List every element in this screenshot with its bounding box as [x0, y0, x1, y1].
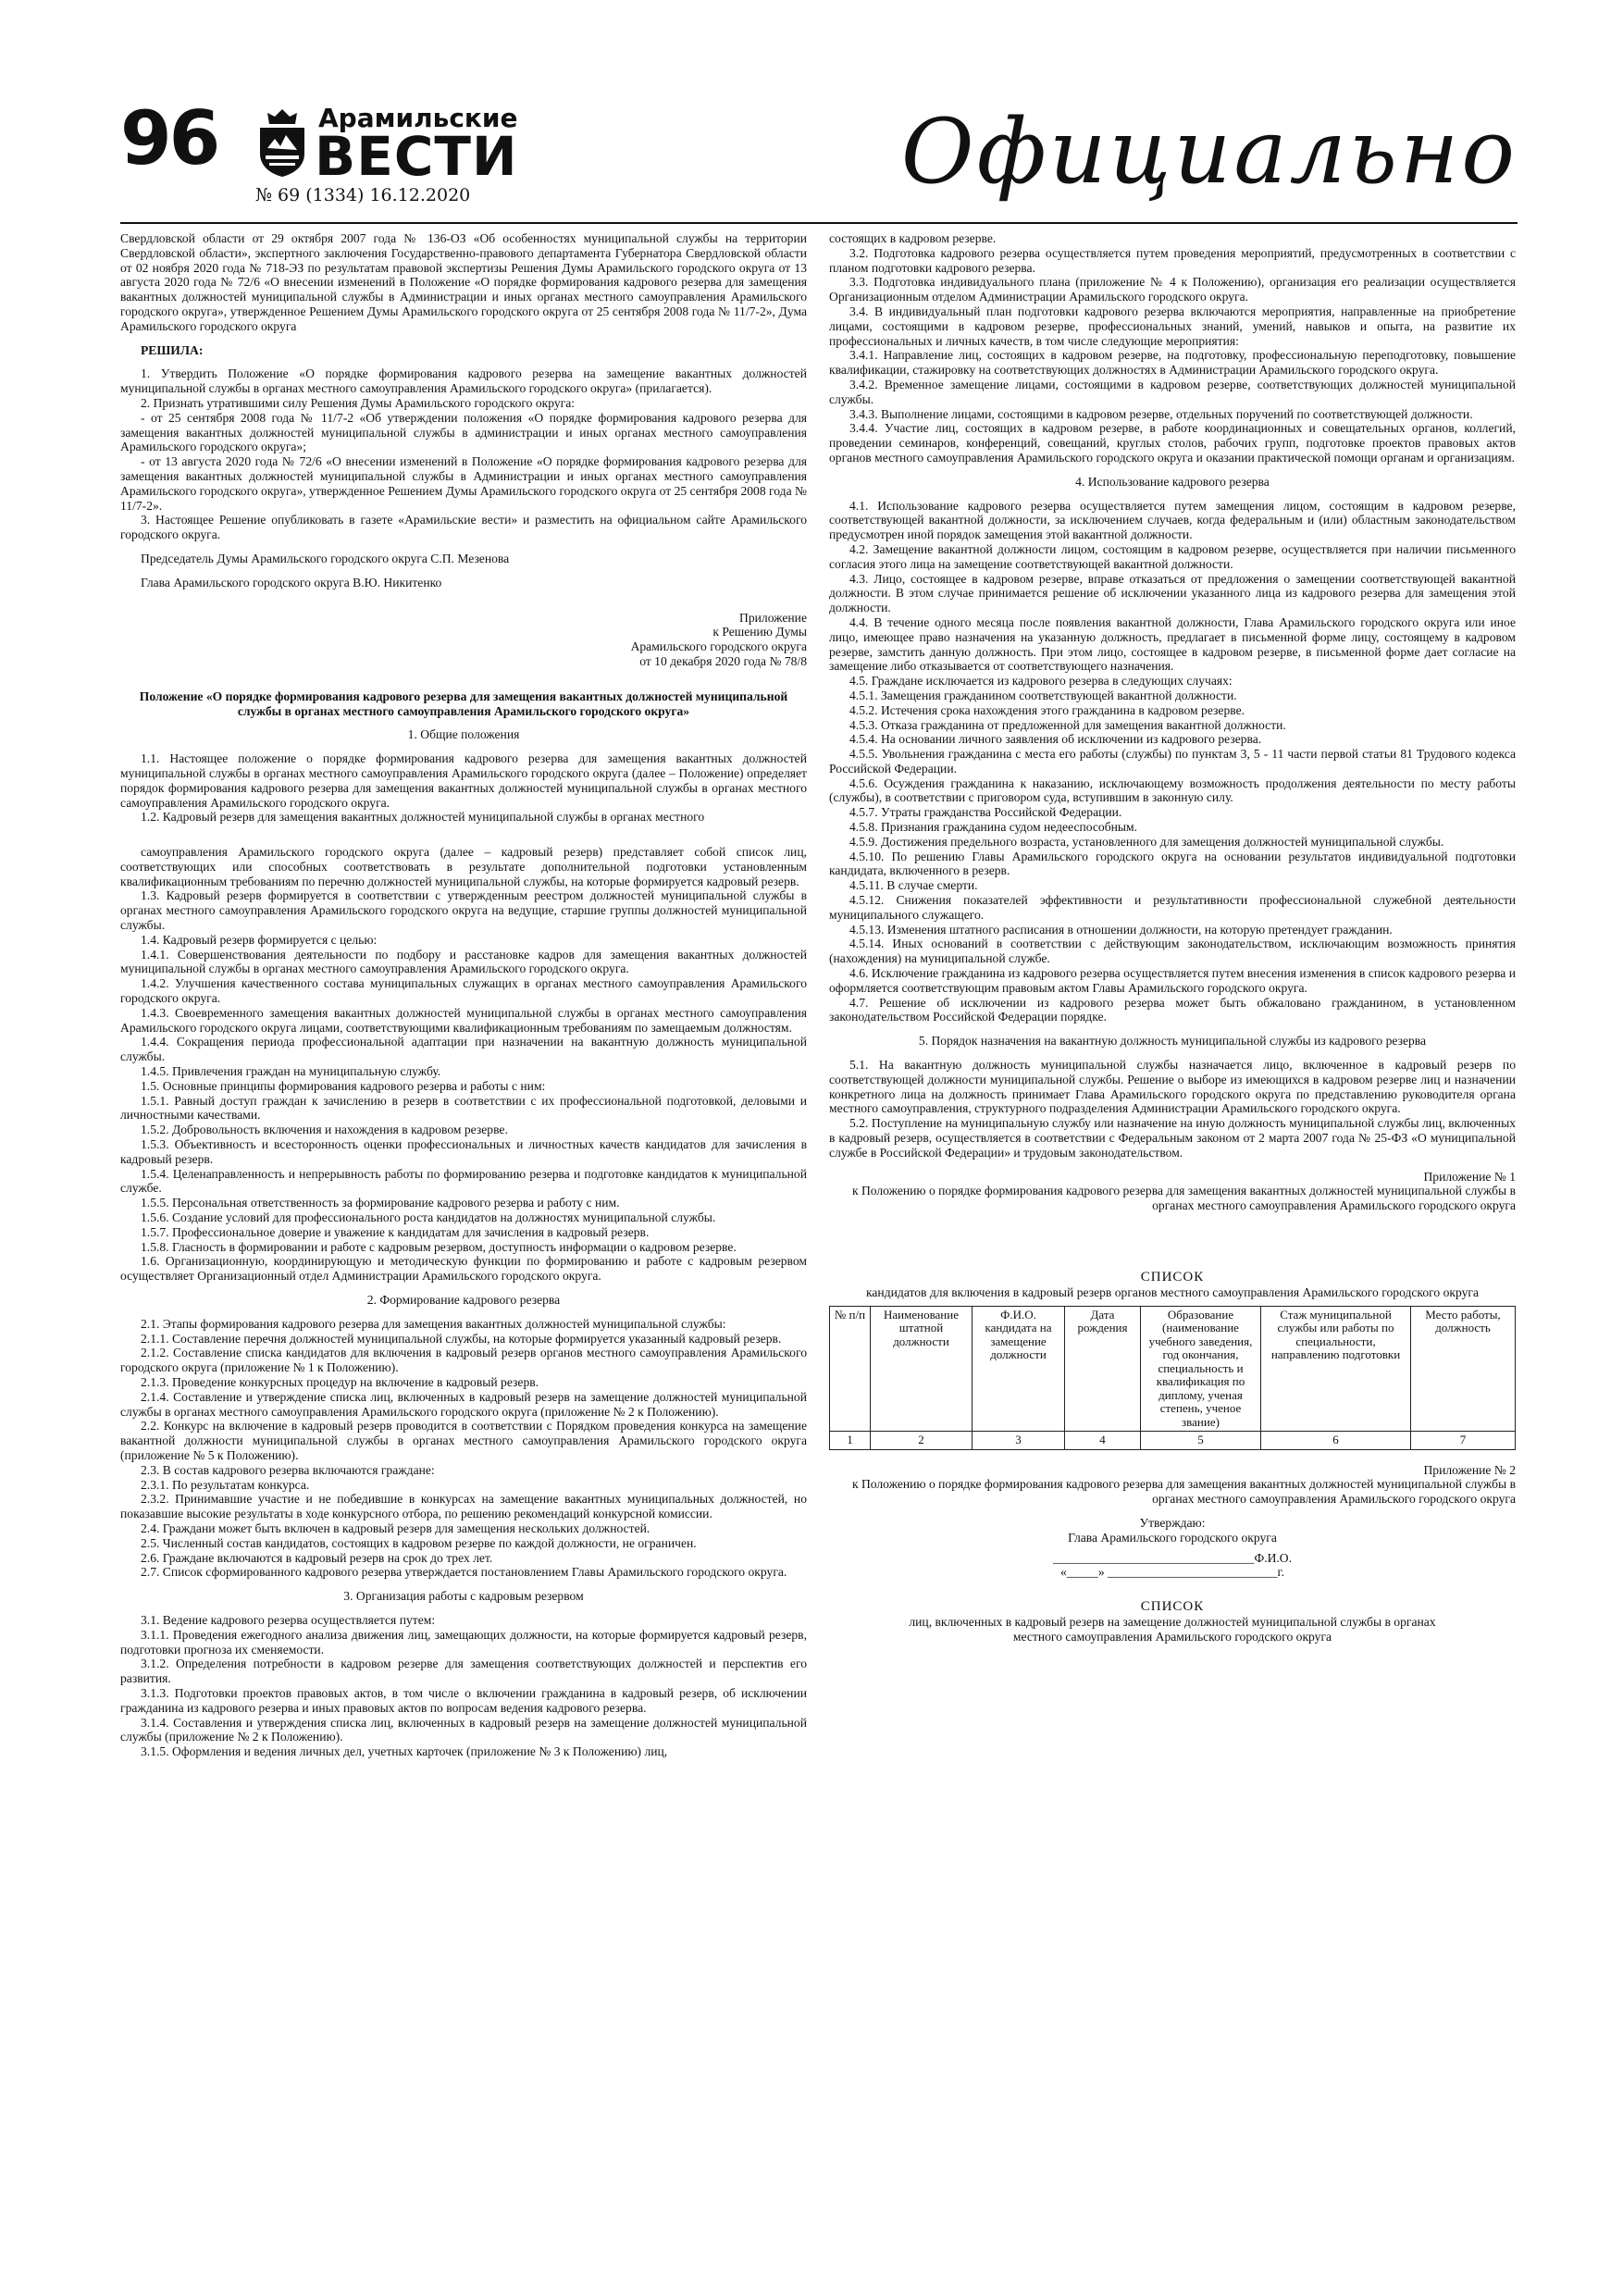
left-paragraph: 1.4. Кадровый резерв формируется с целью: — [141, 932, 378, 947]
right-paragraph: Приложение № 1 — [1423, 1169, 1516, 1184]
table-header-cell: Место работы, должность — [1411, 1306, 1516, 1432]
table-number-cell: 7 — [1411, 1432, 1516, 1450]
left-paragraph: Глава Арамильского городского округа В.Ю. Никитенко — [141, 575, 442, 590]
right-paragraph: к Положению о порядке формирования кадрового резерва для замещения вакантных должностей муниципальной службы в органах местного самоуправления Арамильского городского округа — [851, 1184, 1516, 1213]
left-paragraph: 2.2. Конкурс на включение в кадровый резерв проводится в соответствии с Порядком проведения конкурса на замещение вакантной должности муниципальной службы в органах местного самоуправления Арамильского городского округа (приложение № 5 к Положению). — [120, 1419, 807, 1462]
table-header-cell: Образование (наименование учебного заведения, год окончания, специальность и квалификация по диплому, ученая степень, ученое звание) — [1141, 1306, 1261, 1432]
left-paragraph: 2.1.4. Составление и утверждение списка лиц, включенных в кадровый резерв на замещение должностей муниципальной службы в органах местного самоуправления Арамильского городского округа (приложение № 2 к Положению). — [120, 1389, 807, 1419]
right-column — [829, 231, 1516, 1644]
right-paragraph: 4.6. Исключение гражданина из кадрового резерва осуществляется путем внесения изменения в список кадрового резерва и оформляется соответствующим правовым актом Главы Арамильского городского округа. — [829, 966, 1516, 995]
right-paragraph: 4.5.8. Признания гражданина судом недееспособным. — [849, 820, 1138, 835]
left-paragraph: 2.7. Список сформированного кадрового резерва утверждается постановлением Главы Арамильского городского округа. — [141, 1565, 787, 1580]
left-paragraph: 3. Организация работы с кадровым резервом — [343, 1589, 584, 1604]
table-header-cell: № п/п — [830, 1306, 871, 1432]
left-paragraph: 3.1.5. Оформления и ведения личных дел, учетных карточек (приложение № 3 к Положению) лиц, — [141, 1744, 668, 1759]
left-paragraph: Арамильского городского округа — [630, 639, 807, 654]
table-header-cell: Ф.И.О. кандидата на замещение должности — [973, 1306, 1065, 1432]
left-paragraph: 1. Общие положения — [407, 727, 520, 742]
left-column — [120, 231, 807, 1759]
right-paragraph: 3.4.3. Выполнение лицами, состоящими в кадровом резерве, отдельных поручений по соответствующей должности. — [849, 406, 1473, 421]
left-paragraph: 1.4.4. Сокращения периода профессиональной адаптации при назначении на вакантную должность муниципальной службы. — [120, 1035, 807, 1064]
right-paragraph: 5. Порядок назначения на вакантную должность муниципальной службы из кадрового резерва — [918, 1034, 1427, 1049]
left-paragraph: 1.5.5. Персональная ответственность за формирование кадрового резерва и работу с ним. — [141, 1196, 620, 1210]
left-paragraph: самоуправления Арамильского городского округа (далее – кадровый резерв) представляет собой список лиц, соответствующих или способных соответствовать в результате дополнительной подготовки установленным квалификационным требованиям по перечню должностей муниципальной службы, на которые формируется кадровый резерв. — [120, 845, 807, 888]
left-paragraph: 2. Формирование кадрового резерва — [366, 1293, 561, 1307]
right-paragraph: 4.5.3. Отказа гражданина от предложенной для замещения вакантной должности. — [849, 717, 1286, 732]
right-paragraph: 3.3. Подготовка индивидуального плана (приложение № 4 к Положению), организация его реализации осуществляется Организационным отделом Администрации Арамильского городского округа. — [829, 275, 1516, 304]
right-paragraph: 4.3. Лицо, состоящее в кадровом резерве, вправе отказаться от предложения о замещении соответствующей вакантной должности. В этом случае принимается решение об исключении указанного лица из кадрового резерва для замещения этой должности. — [829, 571, 1516, 615]
left-paragraph: 3.1.2. Определения потребности в кадровом резерве для замещения соответствующих должностей и перспектив его развития. — [120, 1657, 807, 1686]
left-paragraph: 3.1. Ведение кадрового резерва осуществляется путем: — [141, 1612, 436, 1627]
table-header-cell: Наименование штатной должности — [871, 1306, 973, 1432]
left-paragraph: Свердловской области от 29 октября 2007 года № 136-ОЗ «Об особенностях муниципальной службы на территории Свердловской области», экспертного заключения Государственно-правового департамента Губернатора Свердловской области от 02 ноября 2020 года № 718-ЭЗ по результатам правовой экспертизы Решения Думы Арамильского городского округа от 13 августа 2020 года № 72/6 «О внесении изменений в Положение «О порядке формирования кадрового резерва для замещения вакантных должностей муниципальной службы в Администрации и иных органах местного самоуправления Арамильского городского округа», утвержденное Решением Думы Арамильского городского округа от 25 сентября 2008 года № 11/7-2», Дума Арамильского городского округа — [120, 231, 807, 333]
left-paragraph: 1.5. Основные принципы формирования кадрового резерва и работы с ним: — [141, 1078, 546, 1093]
list2-title: СПИСОК — [1140, 1599, 1205, 1615]
right-paragraph: 4.5. Граждане исключается из кадрового резерва в следующих случаях: — [849, 674, 1233, 689]
left-paragraph: 1.4.2. Улучшения качественного состава муниципальных служащих в органах местного самоуправления Арамильского городского округа. — [120, 976, 807, 1006]
left-paragraph: к Решению Думы — [712, 625, 807, 639]
right-paragraph: 5.2. Поступление на муниципальную службу или назначение на иную должность муниципальной службы лиц, включенных в кадровый резерв, осуществляется в соответствии с Федеральным законом от 2 марта 2007 года № 25-ФЗ «О муниципальной службе в Российской Федерации» и трудовым законодательством. — [829, 1116, 1516, 1160]
appendix2-ref: к Положению о порядке формирования кадрового резерва для замещения вакантных должностей муниципальной службы в органах местного самоуправления Арамильского городского округа — [851, 1477, 1516, 1507]
right-paragraph: 3.4.2. Временное замещение лицами, состоящими в кадровом резерве, соответствующих должностей муниципальной службы. — [829, 377, 1516, 406]
left-paragraph: 1.3. Кадровый резерв формируется в соответствии с утвержденным реестром должностей муниципальной службы в органах местного самоуправления Арамильского городского округа на ведущие, старшие группы должностей муниципальной службы. — [120, 888, 807, 933]
right-paragraph: 4. Использование кадрового резерва — [1075, 474, 1270, 489]
table-number-cell: 5 — [1141, 1432, 1261, 1450]
left-paragraph: 1.1. Настоящее положение о порядке формирования кадрового резерва для замещения вакантных должностей муниципальной службы в органах местного самоуправления Арамильского городского округа (далее – Положение) определяет порядок формирования кадрового резерва для замещения вакантных должностей муниципальной службы в органах местного самоуправления Арамильского городского округа. — [120, 751, 807, 810]
left-paragraph: 1.5.8. Гласность в формировании и работе с кадровым резервом, доступность информации о кадровом резерве. — [141, 1239, 737, 1254]
right-paragraph: 3.4.1. Направление лиц, состоящих в кадровом резерве, на подготовку, профессиональную переподготовку, повышение квалификации, стажировку на соответствующих должностях в Администрации Арамильского городского округа. — [829, 348, 1516, 378]
left-paragraph: 2.1.1. Составление перечня должностей муниципальной службы, на которые формируется указанный кадровый резерв. — [141, 1331, 782, 1346]
right-paragraph: 4.5.12. Снижения показателей эффективности и результативности профессиональной служебной деятельности муниципального служащего. — [829, 893, 1516, 922]
table-number-cell: 4 — [1065, 1432, 1141, 1450]
table-number-cell: 6 — [1261, 1432, 1411, 1450]
left-paragraph: 2.3.2. Принимавшие участие и не победившие в конкурсах на замещение вакантных муниципальных должностей, но показавшие высокие результаты в ходе конкурсного отбора, по решению рекомендаций конкурсной комиссии. — [120, 1492, 807, 1521]
table-header-row — [830, 1306, 1516, 1432]
right-paragraph: 4.2. Замещение вакантной должности лицом, состоящим в кадровом резерве, осуществляется при наличии письменного согласия этого лица на замещение соответствующей вакантной должности. — [829, 541, 1516, 571]
left-paragraph: 1.4.1. Совершенствования деятельности по подбору и расстановке кадров для замещения вакантных должностей муниципальной службы в органах местного самоуправления Арамильского городского округа. — [120, 947, 807, 976]
left-paragraph: 2.3. В состав кадрового резерва включаются граждане: — [141, 1462, 435, 1477]
approval-head: Глава Арамильского городского округа — [1068, 1530, 1277, 1545]
right-paragraph: 3.2. Подготовка кадрового резерва осуществляется путем проведения мероприятий, предусмотренных в соответствии с планом подготовки кадрового резерва. — [829, 245, 1516, 275]
left-paragraph: 3.1.1. Проведения ежегодного анализа движения лиц, замещающих должности, на которые формируется кадровый резерв, подготовки прогноза их сменяемости. — [120, 1627, 807, 1657]
left-paragraph: 2.1. Этапы формирования кадрового резерва для замещения вакантных должностей муниципальной службы: — [141, 1316, 726, 1331]
right-paragraph: 4.5.13. Изменения штатного расписания в отношении должности, на которую претендует гражданин. — [849, 922, 1393, 937]
right-paragraph: 4.5.11. В случае смерти. — [849, 878, 978, 893]
left-paragraph: Положение «О порядке формирования кадрового резерва для замещения вакантных должностей муниципальной службы в органах местного самоуправления Арамильского городского округа» — [139, 689, 788, 718]
right-paragraph: 4.5.7. Утраты гражданства Российской Федерации. — [849, 805, 1122, 820]
page-number: 96 — [120, 95, 218, 181]
left-paragraph: 3.1.4. Составления и утверждения списка лиц, включенных в кадровый резерв на замещение должностей муниципальной службы (приложение № 2 к Положению). — [120, 1715, 807, 1744]
appendix2-title: Приложение № 2 — [1423, 1462, 1516, 1477]
approval-signature-line: ________________________________Ф.И.О. — [1052, 1550, 1293, 1565]
left-paragraph: 2.5. Численный состав кандидатов, состоящих в кадровом резерве по каждой должности, не ограничен. — [141, 1535, 697, 1550]
right-paragraph: 4.5.4. На основании личного заявления об исключении из кадрового резерва. — [849, 732, 1262, 747]
right-paragraph: 4.4. В течение одного месяца после появления вакантной должности, Глава Арамильского городского округа или иное лицо, имеющее право назначения на указанную должность, предлагает в письменной форме лицу, состоящему в кадровом резерве, замстить данную должность. При этом лицо, состоящее в кадровом резерве, в письменной форме дает согласие на замещение либо отказывается от соответствующего назначения. — [829, 614, 1516, 674]
right-paragraph: 4.5.14. Иных оснований в соответствии с действующим законодательством, исключающим возможность принятия (нахождения) на муниципальной службе. — [829, 937, 1516, 966]
left-paragraph: от 10 декабря 2020 года № 78/8 — [639, 653, 807, 668]
approval-date-line: «_____» ___________________________г. — [1060, 1565, 1284, 1580]
right-paragraph: 4.7. Решение об исключении из кадрового резерва может быть обжаловано гражданином, в установленном законодательством Российской Федерации порядке. — [829, 995, 1516, 1024]
left-paragraph: 3. Настоящее Решение опубликовать в газете «Арамильские вести» и разместить на официальном сайте Арамильского городского округа. — [120, 513, 807, 542]
left-paragraph: Приложение — [739, 610, 807, 625]
left-paragraph: 1.2. Кадровый резерв для замещения вакантных должностей муниципальной службы в органах местного — [141, 810, 705, 825]
table-number-cell: 2 — [871, 1432, 973, 1450]
left-paragraph: - от 13 августа 2020 года № 72/6 «О внесении изменений в Положение «О порядке формирования кадрового резерва для замещения вакантных должностей муниципальной службы в Администрации и иных органах местного самоуправления Арамильского городского округа», утвержденное Решением Думы Арамильского городского округа от 25 сентября 2008 года № 11/7-2». — [120, 454, 807, 513]
list1-title: СПИСОК — [1140, 1270, 1205, 1285]
right-paragraph: 4.5.9. Достижения предельного возраста, установленного для замещения должностей муниципальной службы. — [849, 834, 1444, 849]
left-paragraph: Председатель Думы Арамильского городского округа С.П. Мезенова — [141, 551, 510, 565]
table-number-cell: 3 — [973, 1432, 1065, 1450]
left-paragraph: 3.1.3. Подготовки проектов правовых актов, в том числе о включении гражданина в кадровый резерв, об исключении гражданина из кадрового резерва и иных правовых актов по вопросам ведения кадрового резерва. — [120, 1685, 807, 1715]
left-paragraph: 2.6. Граждане включаются в кадровый резерв на срок до трех лет. — [141, 1550, 493, 1565]
left-paragraph: 1.4.5. Привлечения граждан на муниципальную службу. — [141, 1064, 441, 1079]
right-paragraph: 4.5.10. По решению Главы Арамильского городского округа на основании результатов индивидуальной подготовки кандидата, включенного в резерв. — [829, 849, 1516, 878]
right-paragraph: 5.1. На вакантную должность муниципальной службы назначается лицо, включенное в кадровый резерв по соответствующей должности муниципальной службы. Решение о выборе из имеющихся в кадровом резерве лиц и назначении конкретного лица на должность принимает Глава Арамильского городского округа по представлению руководителя органа местного самоуправления, структурного подразделения Администрации Арамильского городского округа. — [829, 1058, 1516, 1116]
right-paragraph: 4.5.6. Осуждения гражданина к наказанию, исключающему возможность продолжения деятельности по месту работы (службы), в соответствии с приговором суда, вступившим в законную силу. — [829, 776, 1516, 805]
issue-number: № 69 (1334) 16.12.2020 — [255, 185, 471, 205]
right-paragraph: 4.1. Использование кадрового резерва осуществляется путем замещения лицом, состоящим в кадровом резерве, соответствующей вакантной должности, за исключением случаев, когда федеральным и (или) областным законодательством предусмотрен иной порядок замещения этой вакантной должности. — [829, 498, 1516, 542]
left-paragraph: 1.4.3. Своевременного замещения вакантных должностей муниципальной службы в органах местного самоуправления Арамильского городского округа лицами, соответствующими квалификационным требованиям по замещаемым должностям. — [120, 1005, 807, 1035]
left-paragraph: 2.1.2. Составление списка кандидатов для включения в кадровый резерв органов местного самоуправления Арамильского городского округа (приложение № 1 к Положению). — [120, 1346, 807, 1375]
right-paragraph: 4.5.1. Замещения гражданином соответствующей вакантной должности. — [849, 688, 1237, 702]
list2-subtitle: лиц, включенных в кадровый резерв на замещение должностей муниципальной службы в органах местного самоуправления Арамильского городского округа — [909, 1614, 1436, 1644]
candidates-table — [829, 1306, 1516, 1450]
left-paragraph: 1. Утвердить Положение «О порядке формирования кадрового резерва на замещение вакантных должностей муниципальной службы в органах местного самоуправления Арамильского городского округа» (прилагается). — [120, 366, 807, 396]
list1-subtitle: кандидатов для включения в кадровый резерв органов местного самоуправления Арамильского городского округа — [866, 1285, 1479, 1299]
left-paragraph: 1.5.4. Целенаправленность и непрерывность работы по формированию резерва и подготовке кандидатов к муниципальной службе. — [120, 1166, 807, 1196]
masthead — [120, 95, 1518, 213]
right-paragraph: 4.5.2. Истечения срока нахождения этого гражданина в кадровом резерве. — [849, 702, 1245, 717]
left-paragraph: 1.6. Организационную, координирующую и методическую функции по формированию и работе с кадровым резервом осуществляет Организационный отдел Администрации Арамильского городского округа. — [120, 1254, 807, 1284]
right-column-text — [829, 231, 1516, 1213]
left-paragraph: 1.5.1. Равный доступ граждан к зачислению в резерв в соответствии с их профессиональной подготовкой, деловыми и личностными качествами. — [120, 1093, 807, 1123]
left-paragraph: 1.5.6. Создание условий для профессионального роста кандидатов на должностях муниципальной службы. — [141, 1210, 716, 1225]
table-number-cell: 1 — [830, 1432, 871, 1450]
right-paragraph: 4.5.5. Увольнения гражданина с места его работы (службы) по пунктам 3, 5 - 11 части первой статьи 81 Трудового кодекса Российской Федерации. — [829, 747, 1516, 776]
left-paragraph: 1.5.7. Профессиональное доверие и уважение к кандидатам для зачисления в кадровый резерв. — [141, 1224, 650, 1239]
table-header-cell: Дата рождения — [1065, 1306, 1141, 1432]
brand-main: ВЕСТИ — [315, 125, 518, 188]
right-paragraph: 3.4.4. Участие лиц, состоящих в кадровом резерве, в работе координационных и совещательных органов, коллегий, проведении семинаров, конференций, совещаний, круглых столов, рабочих групп, подготовке проектов правовых актов органов местного самоуправления Арамильского городского округа и оказании практической помощи органам и организациям. — [829, 421, 1516, 465]
city-emblem-icon — [254, 107, 310, 178]
left-paragraph: 2.4. Граждани может быть включен в кадровый резерв для замещения нескольких должностей. — [141, 1520, 650, 1535]
header-rule — [120, 222, 1518, 224]
left-paragraph: - от 25 сентября 2008 года № 11/7-2 «Об утверждении положения «О порядке формирования кадрового резерва для замещения вакантных должностей муниципальной службы в администрации и иных органах местного самоуправления Арамильского городского округа»; — [120, 410, 807, 454]
right-paragraph: состоящих в кадровом резерве. — [829, 231, 997, 245]
left-paragraph: 2.3.1. По результатам конкурса. — [141, 1477, 310, 1492]
section-title: Официально — [900, 100, 1518, 204]
left-paragraph: 1.5.3. Объективность и всесторонность оценки профессиональных и личностных качеств кандидатов для зачисления в кадровый резерв. — [120, 1137, 807, 1166]
left-paragraph: 2. Признать утратившими силу Решения Думы Арамильского городского округа: — [141, 395, 576, 410]
brand-top: Арамильские — [318, 103, 518, 133]
left-paragraph: РЕШИЛА: — [141, 342, 204, 357]
table-header-cell: Стаж муниципальной службы или работы по специальности, направлению подготовки — [1261, 1306, 1411, 1432]
table-number-row — [830, 1432, 1516, 1450]
right-paragraph: 3.4. В индивидуальный план подготовки кадрового резерва включаются мероприятия, направленные на приобретение лицами, состоящими в кадровом резерве, профессиональных знаний, умений, навыков и опыта, на развитие их профессиональных и личных качеств, в том числе следующие мероприятия: — [829, 304, 1516, 348]
left-paragraph: 2.1.3. Проведение конкурсных процедур на включение в кадровый резерв. — [141, 1374, 539, 1389]
approval-label: Утверждаю: — [1139, 1515, 1206, 1530]
left-paragraph: 1.5.2. Добровольность включения и нахождения в кадровом резерве. — [141, 1123, 508, 1137]
